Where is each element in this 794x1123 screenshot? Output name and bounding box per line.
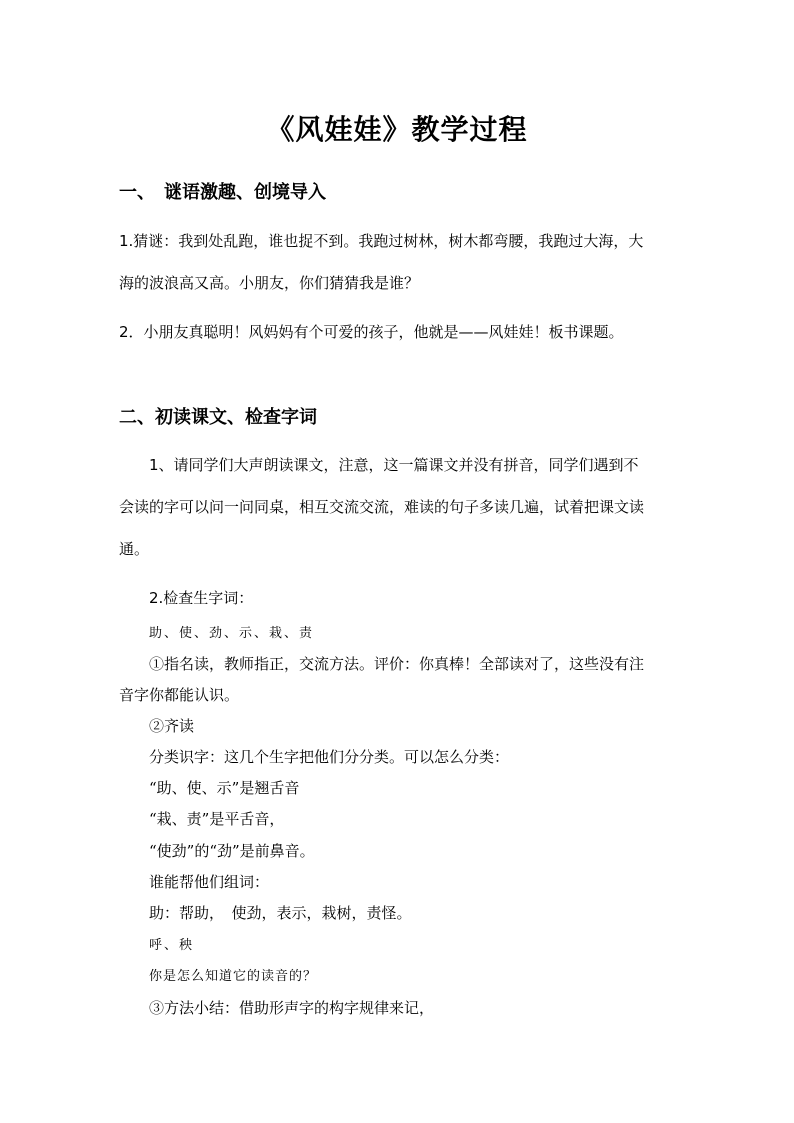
new-characters: 助、使、劲、示、栽、责 xyxy=(149,626,315,641)
section-heading-2: 二、初读课文、检查字词 xyxy=(119,407,317,428)
item-2: ②齐读 xyxy=(149,717,195,735)
item-3-summary: ③方法小结：借助形声字的构字规律来记， xyxy=(149,999,435,1017)
group-flat-tongue: “栽、责”是平舌音， xyxy=(149,810,285,828)
intro-paragraph: 2．小朋友真聪明！风妈妈有个可爱的孩子，他就是——风娃娃！板书课题。 xyxy=(119,323,624,341)
item-1-line-2: 音字你都能认识。 xyxy=(119,686,240,704)
riddle-line-2: 海的波浪高又高。小朋友，你们猜猜我是谁？ xyxy=(119,274,420,292)
group-front-nasal: “使劲”的“劲”是前鼻音。 xyxy=(149,842,315,860)
group-retroflex: “助、使、示”是翘舌音 xyxy=(149,779,300,797)
section-heading-1: 一、 谜语激趣、创境导入 xyxy=(119,182,326,203)
word-list: 助：帮助， 使劲，表示，栽树，责怪。 xyxy=(149,904,412,922)
reading-line-2: 会读的字可以问一问同桌，相互交流交流，难读的句子多读几遍，试着把课文读 xyxy=(119,498,645,516)
page-title: 《风娃娃》教学过程 xyxy=(266,113,528,146)
check-words-heading: 2.检查生字词： xyxy=(149,589,254,607)
classify-text: 分类识字：这几个生字把他们分分类。可以怎么分类： xyxy=(149,748,510,766)
word-building-prompt: 谁能帮他们组词： xyxy=(149,873,270,891)
item-1-line-1: ①指名读，教师指正，交流方法。评价：你真棒！全部读对了，这些没有注 xyxy=(149,655,645,673)
reading-line-1: 1、请同学们大声朗读课文，注意，这一篇课文并没有拼音，同学们遇到不 xyxy=(149,456,639,474)
more-characters: 呼、秧 xyxy=(149,938,195,953)
riddle-line-1: 1.猜谜：我到处乱跑，谁也捉不到。我跑过树林，树木都弯腰，我跑过大海，大 xyxy=(119,232,644,250)
pronunciation-question: 你是怎么知道它的读音的？ xyxy=(149,969,318,984)
reading-line-3: 通。 xyxy=(119,540,150,558)
